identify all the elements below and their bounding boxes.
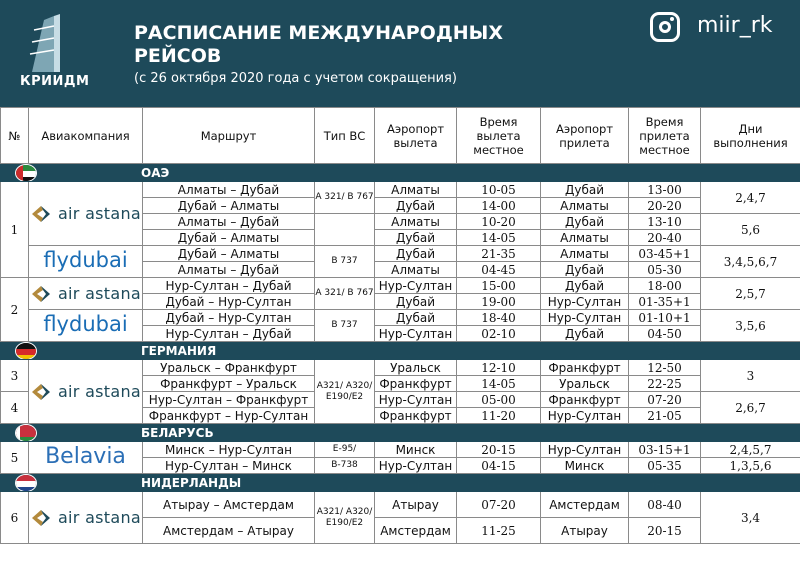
belavia-logo: Belavia (29, 442, 143, 474)
table-cell: Франкфурт – Нур-Султан (143, 408, 315, 424)
germany-flag-icon (15, 342, 37, 360)
table-row (1, 182, 800, 198)
col-dep-time: Время вылета местное (457, 108, 541, 164)
table-cell: Дубай – Алматы (143, 198, 315, 214)
table-cell: Франкфурт (541, 360, 629, 376)
table-cell: Амстердам (375, 518, 457, 544)
table-cell: Нур-Султан (375, 458, 457, 474)
air-astana-logo: air astana (29, 360, 143, 424)
table-cell: 1,3,5,6 (701, 458, 800, 474)
instagram-handle[interactable]: miir_rk (697, 13, 773, 38)
table-cell: Атырау – Амстердам (143, 492, 315, 518)
table-cell: 11-25 (457, 518, 541, 544)
table-cell: 02-10 (457, 326, 541, 342)
table-cell: 04-15 (457, 458, 541, 474)
table-cell: Алматы (375, 262, 457, 278)
table-cell: B 737 (315, 310, 375, 342)
table-cell: Амстердам (541, 492, 629, 518)
table-cell: 21-35 (457, 246, 541, 262)
air-astana-emblem-icon (30, 204, 52, 224)
table-cell: 13-10 (629, 214, 701, 230)
instagram-icon[interactable] (650, 12, 680, 42)
table-cell: 14-05 (457, 230, 541, 246)
schedule-table (0, 107, 800, 544)
table-cell: 5,6 (701, 214, 800, 246)
table-cell: Нур-Султан (541, 294, 629, 310)
table-cell: Нур-Султан (541, 408, 629, 424)
table-cell: 22-25 (629, 376, 701, 392)
country-row-uae (1, 164, 800, 182)
table-cell: Франкфурт (375, 376, 457, 392)
table-cell: 20-20 (629, 198, 701, 214)
table-cell: 18-40 (457, 310, 541, 326)
table-cell: 08-40 (629, 492, 701, 518)
logo-text: КРИИДМ (20, 74, 90, 89)
table-cell: Дубай (375, 198, 457, 214)
table-cell: A321/ A320/ E190/E2 (315, 492, 375, 544)
table-cell: Нур-Султан – Франкфурт (143, 392, 315, 408)
table-row (1, 360, 800, 376)
air-astana-emblem-icon (30, 508, 52, 528)
table-cell: Алматы – Дубай (143, 182, 315, 198)
table-cell: Дубай (541, 214, 629, 230)
table-cell: Нур-Султан (375, 392, 457, 408)
table-cell: 1 (1, 182, 29, 278)
col-days: Дни выполнения (701, 108, 800, 164)
table-cell: 21-05 (629, 408, 701, 424)
table-cell: 5 (1, 442, 29, 474)
table-cell: 6 (1, 492, 29, 544)
table-cell: Дубай – Нур-Султан (143, 294, 315, 310)
page-subtitle: (с 26 октября 2020 года с учетом сокращения) (134, 71, 457, 86)
table-cell: Дубай (541, 182, 629, 198)
table-cell: 2,6,7 (701, 392, 800, 424)
table-cell: Франкфурт (541, 392, 629, 408)
table-cell: 01-10+1 (629, 310, 701, 326)
table-row (1, 246, 800, 262)
table-row (1, 278, 800, 294)
table-cell: 07-20 (629, 392, 701, 408)
table-cell: 14-00 (457, 198, 541, 214)
table-cell: 05-35 (629, 458, 701, 474)
table-cell: B-738 (315, 458, 375, 474)
table-cell: Нур-Султан – Дубай (143, 326, 315, 342)
table-cell: Нур-Султан (375, 326, 457, 342)
table-cell: 10-20 (457, 214, 541, 230)
table-cell: 2,4,7 (701, 182, 800, 214)
table-cell: БЕЛАРУСЬ (1, 424, 800, 442)
col-dep-airport: Аэропорт вылета (375, 108, 457, 164)
air-astana-emblem-icon (30, 382, 52, 402)
table-cell: Дубай (541, 262, 629, 278)
table-cell: A 321/ B 767 (315, 278, 375, 310)
table-cell: Алматы – Дубай (143, 214, 315, 230)
table-cell: Дубай (541, 326, 629, 342)
table-cell: 11-20 (457, 408, 541, 424)
table-cell: Алматы (541, 230, 629, 246)
netherlands-flag-icon (15, 474, 37, 492)
table-cell: 3 (701, 360, 800, 392)
table-row (1, 310, 800, 326)
table-cell: Дубай – Нур-Султан (143, 310, 315, 326)
table-cell: 05-00 (457, 392, 541, 408)
table-cell: ОАЭ (1, 164, 800, 182)
table-cell: Дубай (541, 278, 629, 294)
table-cell: Атырау (375, 492, 457, 518)
air-astana-logo: air astana (29, 278, 143, 310)
table-cell: 3,5,6 (701, 310, 800, 342)
table-cell: 07-20 (457, 492, 541, 518)
table-cell: 01-35+1 (629, 294, 701, 310)
table-cell: A 321/ B 767 (315, 182, 375, 214)
country-row-belarus (1, 424, 800, 442)
flydubai-logo: flydubai (29, 246, 143, 278)
col-arr-airport: Аэропорт прилета (541, 108, 629, 164)
air-astana-logo: air astana (29, 182, 143, 246)
table-cell: Нур-Султан (541, 442, 629, 458)
table-cell: 20-40 (629, 230, 701, 246)
table-cell: Франкфурт (375, 408, 457, 424)
country-row-germany (1, 342, 800, 360)
table-cell: Нур-Султан (375, 278, 457, 294)
table-cell: НИДЕРЛАНДЫ (1, 474, 800, 492)
table-cell: Дубай (375, 230, 457, 246)
table-cell: Атырау (541, 518, 629, 544)
table-cell: Минск (541, 458, 629, 474)
table-cell: Дубай (375, 294, 457, 310)
table-cell: Уральск – Франкфурт (143, 360, 315, 376)
table-cell: Дубай (375, 310, 457, 326)
table-cell: Минск (375, 442, 457, 458)
table-cell: Алматы (375, 182, 457, 198)
header (0, 0, 800, 107)
col-airline: Авиакомпания (29, 108, 143, 164)
table-cell: ГЕРМАНИЯ (1, 342, 800, 360)
table-cell: Нур-Султан – Минск (143, 458, 315, 474)
air-astana-logo: air astana (29, 492, 143, 544)
table-cell: Алматы – Дубай (143, 262, 315, 278)
table-cell: 05-30 (629, 262, 701, 278)
table-cell: 3 (1, 360, 29, 392)
col-arr-time: Время прилета местное (629, 108, 701, 164)
table-cell: A321/ A320/ E190/E2 (315, 360, 375, 424)
table-cell: Дубай (375, 246, 457, 262)
page-title: РАСПИСАНИЕ МЕЖДУНАРОДНЫХ РЕЙСОВ (134, 22, 503, 67)
table-cell: 3,4,5,6,7 (701, 246, 800, 278)
table-cell: Алматы (375, 214, 457, 230)
table-cell: 13-00 (629, 182, 701, 198)
air-astana-emblem-icon (30, 284, 52, 304)
table-cell: Нур-Султан – Дубай (143, 278, 315, 294)
table-cell: Уральск (541, 376, 629, 392)
table-cell: 12-50 (629, 360, 701, 376)
table-cell: Уральск (375, 360, 457, 376)
table-cell (315, 214, 375, 246)
table-cell: 2,4,5,7 (701, 442, 800, 458)
table-cell: 04-50 (629, 326, 701, 342)
table-cell: 12-10 (457, 360, 541, 376)
table-cell: Минск – Нур-Султан (143, 442, 315, 458)
table-cell: 4 (1, 392, 29, 424)
table-cell: Франкфурт – Уральск (143, 376, 315, 392)
table-row (1, 442, 800, 458)
col-aircraft: Тип ВС (315, 108, 375, 164)
table-row (1, 492, 800, 518)
table-cell: E-95/ (315, 442, 375, 458)
table-cell: 04-45 (457, 262, 541, 278)
table-cell: 20-15 (629, 518, 701, 544)
table-cell: 2,5,7 (701, 278, 800, 310)
uae-flag-icon (15, 164, 37, 182)
table-cell: Амстердам – Атырау (143, 518, 315, 544)
table-cell: Нур-Султан (541, 310, 629, 326)
country-row-netherlands (1, 474, 800, 492)
table-cell: B 737 (315, 246, 375, 278)
table-cell: 10-05 (457, 182, 541, 198)
table-cell: 15-00 (457, 278, 541, 294)
table-cell: 2 (1, 278, 29, 342)
table-header (1, 108, 800, 164)
belarus-flag-icon (15, 424, 37, 442)
table-cell: 18-00 (629, 278, 701, 294)
table-cell: 20-15 (457, 442, 541, 458)
table-cell: Дубай – Алматы (143, 230, 315, 246)
col-route: Маршрут (143, 108, 315, 164)
table-cell: 14-05 (457, 376, 541, 392)
table-cell: Алматы (541, 246, 629, 262)
col-num: № (1, 108, 29, 164)
table-cell: 3,4 (701, 492, 800, 544)
flydubai-logo: flydubai (29, 310, 143, 342)
table-cell: 03-15+1 (629, 442, 701, 458)
table-cell: 03-45+1 (629, 246, 701, 262)
table-cell: 19-00 (457, 294, 541, 310)
table-cell: Дубай – Алматы (143, 246, 315, 262)
table-cell: Алматы (541, 198, 629, 214)
